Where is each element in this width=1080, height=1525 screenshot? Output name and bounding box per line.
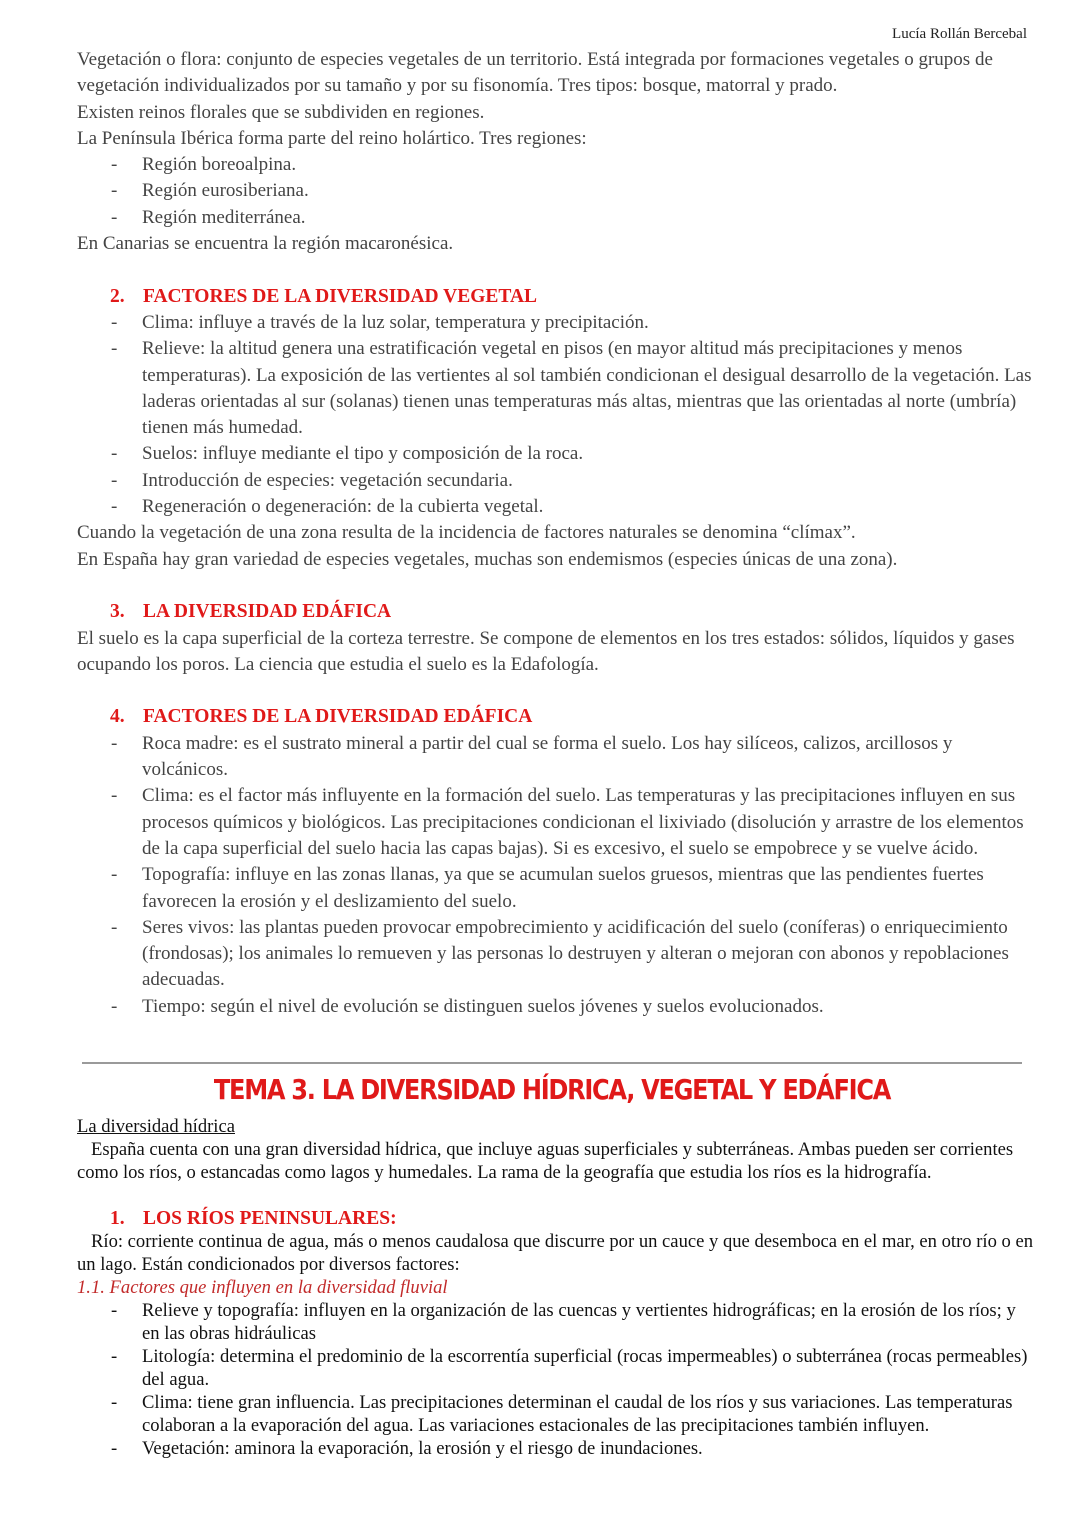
vegetation-section [77, 47, 1037, 1020]
fluvial-factors-list [77, 1299, 1037, 1460]
section-heading [77, 1207, 1037, 1230]
section-title: LA DIVERSIDAD EDÁFICA [143, 601, 392, 623]
list-item: - Región mediterránea. [77, 205, 1037, 231]
divider [82, 1062, 1022, 1064]
list-item: - Litología: determina el predominio de la escorrentía superficial (rocas impermeables) o subterránea (rocas permeables) del agua. [77, 1345, 1037, 1391]
list-item: - Introducción de especies: vegetación secundaria. [77, 468, 1037, 494]
subsection-heading: La diversidad hídrica [77, 1116, 235, 1137]
paragraph: Cuando la vegetación de una zona resulta de la incidencia de factores naturales se denomina “clímax”. [77, 522, 856, 544]
list-item: - Clima: influye a través de la luz solar, temperatura y precipitación. [77, 310, 1037, 336]
list-item: - Región eurosiberiana. [77, 178, 1037, 204]
paragraph: La Península Ibérica forma parte del reino holártico. Tres regiones: [77, 127, 587, 149]
list-item: - Roca madre: es el sustrato mineral a partir del cual se forma el suelo. Los hay silíceos, calizos, arcillosos y volcánicos. [77, 731, 1037, 784]
list-item: - Topografía: influye en las zonas llanas, ya que se acumulan suelos gruesos, mientras que las pendientes fuertes favorecen la erosión y el deslizamiento del suelo. [77, 862, 1037, 915]
section-title: FACTORES DE LA DIVERSIDAD VEGETAL [143, 285, 538, 307]
regions-list [77, 152, 1037, 231]
section-heading [77, 599, 1037, 625]
paragraph: Existen reinos florales que se subdividen en regiones. [77, 101, 485, 123]
author-name: Lucía Rollán Bercebal [892, 26, 1027, 42]
list-item: - Vegetación: aminora la evaporación, la erosión y el riesgo de inundaciones. [77, 1437, 1037, 1460]
list-item: - Relieve: la altitud genera una estratificación vegetal en pisos (en mayor altitud más precipitaciones y menos temperaturas). La exposición de las vertientes al sol también condicionan el desigual desarrollo de la vegetación. Las laderas orientadas al sur (solanas) tienen unas temperaturas más altas, mientras que las orientadas al norte (umbría) tienen más humedad. [77, 336, 1037, 441]
paragraph: Río: corriente continua de agua, más o menos caudalosa que discurre por un cauce y que desemboca en el mar, en otro río o en un lago. Están condicionados por diversos factores: [77, 1231, 1034, 1275]
subsection-title: 1.1. Factores que influyen en la diversidad fluvial [77, 1277, 448, 1298]
vegetal-factors-list [77, 310, 1037, 520]
section-number: 2. [110, 285, 125, 307]
list-item: - Seres vivos: las plantas pueden provocar empobrecimiento y acidificación del suelo (coníferas) o enriquecimiento (frondosas); los animales lo remueven y las personas lo destruyen y alteran o mejoran con abonos y repoblaciones adecuadas. [77, 915, 1037, 994]
hydric-section [77, 1115, 1037, 1460]
list-item: - Clima: es el factor más influyente en la formación del suelo. Las temperaturas y las precipitaciones influyen en sus procesos químicos y biológicos. Las precipitaciones condicionan el lixiviado (disolución y arrastre de los elementos de la capa superficial del suelo hacia las capas bajas). Si es excesivo, el suelo se empobrece y se vuelve ácido. [77, 783, 1037, 862]
list-item: - Relieve y topografía: influyen en la organización de las cuencas y vertientes hidrográficas; en la erosión de los ríos; y en las obras hidráulicas [77, 1299, 1037, 1345]
paragraph: En Canarias se encuentra la región macaronésica. [77, 233, 454, 255]
section-heading [77, 704, 1037, 730]
list-item: - Suelos: influye mediante el tipo y composición de la roca. [77, 441, 1037, 467]
paragraph: El suelo es la capa superficial de la corteza terrestre. Se compone de elementos en los tres estados: sólidos, líquidos y gases ocupando los poros. La ciencia que estudia el suelo es la Edafología. [77, 627, 1015, 675]
section-number: 3. [110, 601, 125, 623]
paragraph: Vegetación o flora: conjunto de especies vegetales de un territorio. Está integrada por formaciones vegetales o grupos de vegetación individualizados por su tamaño y por su fisonomía. Tres tipos: bosque, matorral y prado. [77, 49, 993, 97]
list-item: - Regeneración o degeneración: de la cubierta vegetal. [77, 494, 1037, 520]
list-item: - Clima: tiene gran influencia. Las precipitaciones determinan el caudal de los ríos y sus variaciones. Las temperaturas colaboran a la evaporación del agua. Las variaciones estacionales de las precipitaciones también influyen. [77, 1391, 1037, 1437]
list-item: - Región boreoalpina. [77, 152, 1037, 178]
section-title: FACTORES DE LA DIVERSIDAD EDÁFICA [143, 706, 533, 728]
paragraph: En España hay gran variedad de especies vegetales, muchas son endemismos (especies únicas de una zona). [77, 548, 898, 570]
paragraph: España cuenta con una gran diversidad hídrica, que incluye aguas superficiales y subterráneas. Ambas pueden ser corrientes como los ríos, o estancadas como lagos y humedales. La rama de la geografía que estudia los ríos es la hidrografía. [77, 1139, 1014, 1183]
section-heading [77, 284, 1037, 310]
list-item: - Tiempo: según el nivel de evolución se distinguen suelos jóvenes y suelos evolucionados. [77, 994, 1037, 1020]
tema-title: TEMA 3. LA DIVERSIDAD HÍDRICA, VEGETAL Y EDÁFICA [213, 1073, 891, 1106]
section-number: 4. [110, 706, 125, 728]
section-title: LOS RÍOS PENINSULARES: [143, 1208, 397, 1229]
edaphic-factors-list [77, 731, 1037, 1020]
section-number: 1. [110, 1208, 125, 1229]
